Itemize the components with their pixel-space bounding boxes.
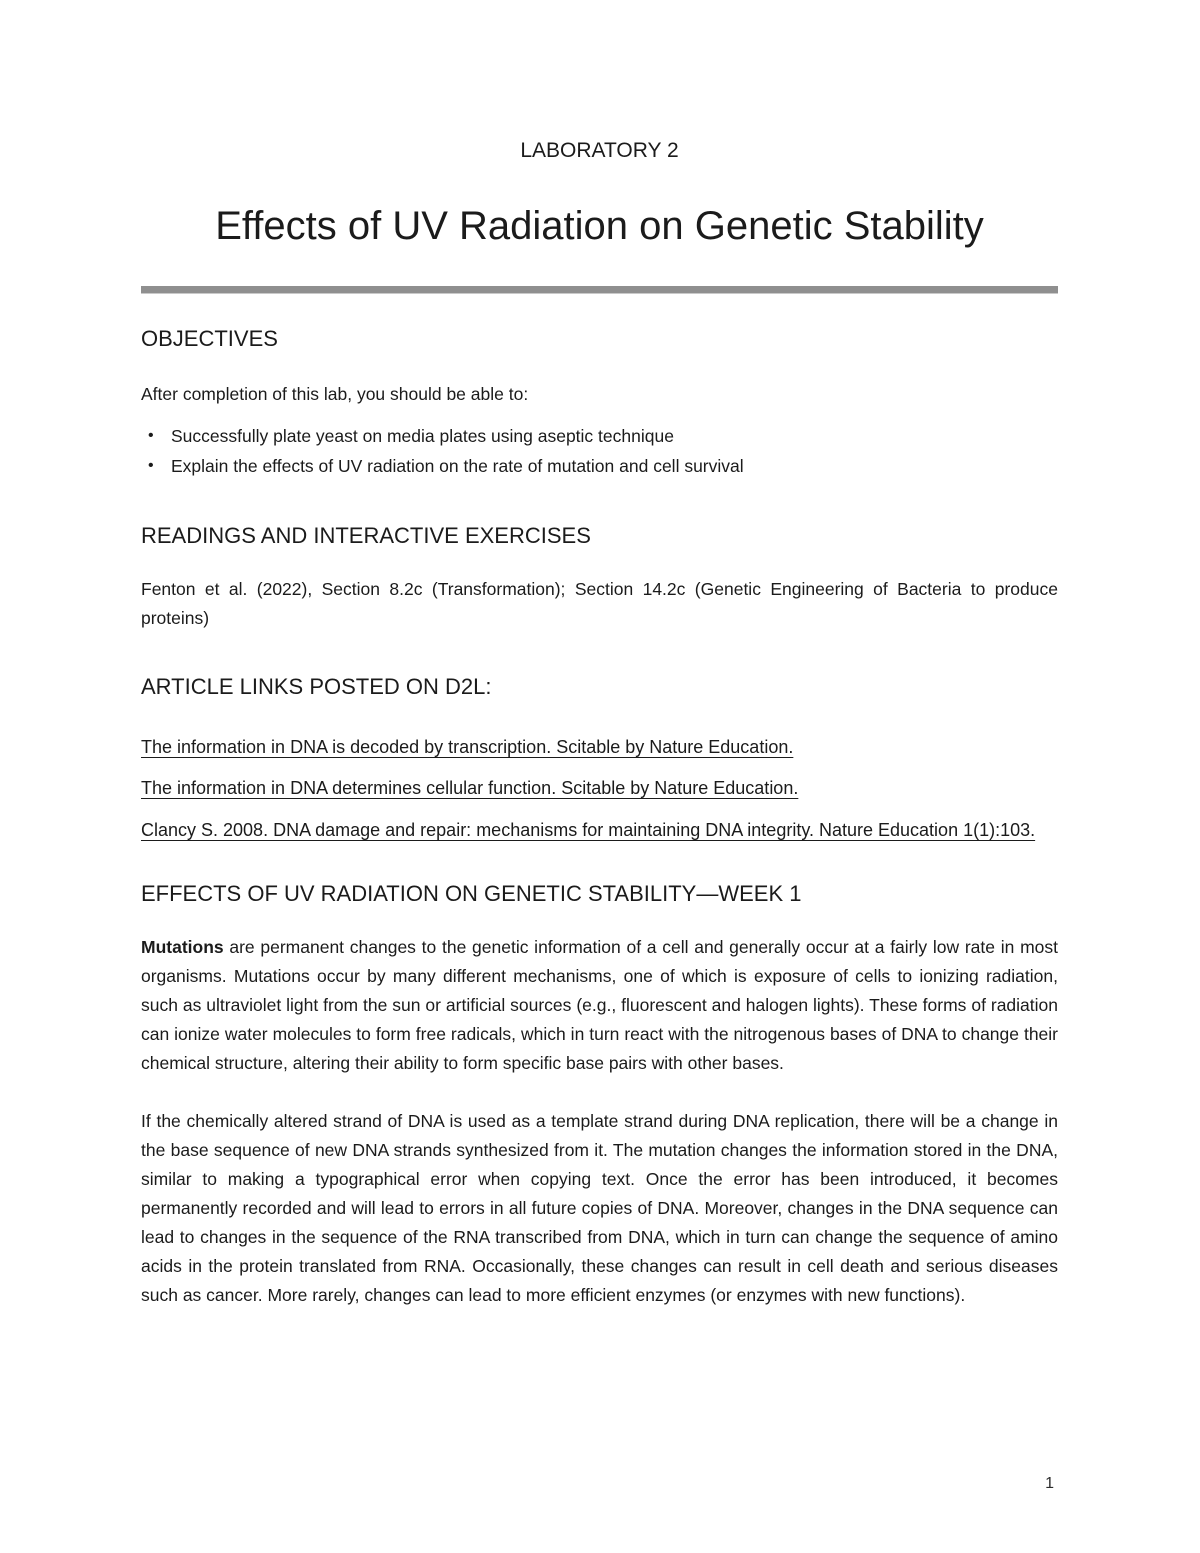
article-link-transcription[interactable]: The information in DNA is decoded by transcription. Scitable by Nature Education. bbox=[141, 737, 794, 757]
readings-section bbox=[141, 522, 1058, 633]
page-number: 1 bbox=[1045, 1475, 1054, 1492]
bullet-icon: • bbox=[148, 457, 154, 474]
bullet-icon: • bbox=[148, 427, 154, 444]
document-title: Effects of UV Radiation on Genetic Stability bbox=[215, 204, 984, 248]
objective-text: Successfully plate yeast on media plates using aseptic technique bbox=[171, 426, 674, 446]
week1-paragraph-1-text: are permanent changes to the genetic information of a cell and generally occur at a fairly low rate in most organisms. Mutations occur by many different mechanisms, one of which is exposure of cells to ionizing radiation, such as ultraviolet light from the sun or artificial sources (e.g., fluorescent and halogen lights). These forms of radiation can ionize water molecules to form free radicals, which in turn react with the nitrogenous bases of DNA to change their chemical structure, altering their ability to form specific base pairs with other bases. bbox=[141, 937, 1058, 1073]
list-item bbox=[141, 421, 1058, 451]
week1-paragraph-replication: If the chemically altered strand of DNA is used as a template strand during DNA replication, there will be a change in the base sequence of new DNA strands synthesized from it. The mutation changes the information stored in the DNA, similar to making a typographical error when copying text. Once the error has been introduced, it becomes permanently recorded and will lead to errors in all future copies of DNA. Moreover, changes in the DNA sequence can lead to changes in the sequence of the RNA transcribed from DNA, which in turn can change the sequence of amino acids in the protein translated from RNA. Occasionally, these changes can result in cell death and serious diseases such as cancer. More rarely, changes can lead to more efficient enzymes (or enzymes with new functions). bbox=[141, 1111, 1058, 1305]
article-link-dna-damage-repair[interactable]: Clancy S. 2008. DNA damage and repair: mechanisms for maintaining DNA integrity. Nature Education 1(1):103. bbox=[141, 820, 1036, 840]
objectives-list bbox=[141, 421, 1058, 481]
article-links-heading: ARTICLE LINKS POSTED ON D2L: bbox=[141, 674, 492, 699]
week1-section bbox=[141, 880, 1058, 1310]
lab-number-heading: LABORATORY 2 bbox=[520, 139, 679, 162]
article-link-cellular-function[interactable]: The information in DNA determines cellular function. Scitable by Nature Education. bbox=[141, 778, 799, 798]
title-divider bbox=[141, 286, 1058, 294]
objectives-heading: OBJECTIVES bbox=[141, 326, 278, 351]
list-item bbox=[141, 451, 1058, 481]
objectives-section bbox=[141, 325, 1058, 481]
objectives-intro: After completion of this lab, you should be able to: bbox=[141, 384, 529, 404]
week1-paragraph-mutations bbox=[141, 933, 1058, 1078]
objective-text: Explain the effects of UV radiation on the rate of mutation and cell survival bbox=[171, 456, 744, 476]
mutations-bold-term: Mutations bbox=[141, 937, 224, 957]
week1-heading: EFFECTS OF UV RADIATION ON GENETIC STABILITY—WEEK 1 bbox=[141, 881, 802, 906]
readings-heading: READINGS AND INTERACTIVE EXERCISES bbox=[141, 523, 591, 548]
article-links-section bbox=[141, 673, 1058, 845]
readings-citation: Fenton et al. (2022), Section 8.2c (Transformation); Section 14.2c (Genetic Engineering of Bacteria to produce proteins) bbox=[141, 579, 1058, 628]
